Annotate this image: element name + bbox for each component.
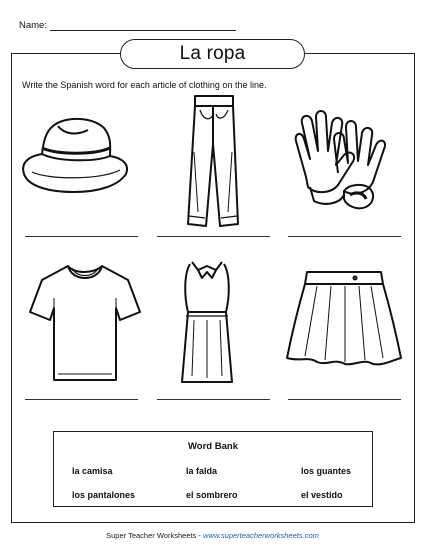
instructions: Write the Spanish word for each article of clothing on the line. xyxy=(22,80,267,90)
hat-icon xyxy=(18,108,133,203)
footer xyxy=(0,531,425,540)
answer-line-4[interactable] xyxy=(25,399,138,400)
name-field[interactable] xyxy=(50,21,236,31)
word-bank-item: el vestido xyxy=(301,490,343,500)
word-bank-item: los guantes xyxy=(301,466,352,476)
answer-line-3[interactable] xyxy=(288,236,401,237)
answer-line-2[interactable] xyxy=(157,236,270,237)
answer-line-1[interactable] xyxy=(25,236,138,237)
pants-icon xyxy=(182,92,244,230)
answer-line-6[interactable] xyxy=(288,399,401,400)
tshirt-icon xyxy=(28,258,143,388)
word-bank-item: la camisa xyxy=(72,466,113,476)
page-title-text: La ropa xyxy=(179,43,246,64)
word-bank xyxy=(53,431,373,507)
name-label: Name: xyxy=(19,20,47,31)
skirt-icon xyxy=(285,268,403,368)
gloves-icon xyxy=(286,103,404,213)
word-bank-item: los pantalones xyxy=(72,490,136,500)
word-bank-item: la falda xyxy=(186,466,218,476)
footer-url[interactable]: www.superteacherworksheets.com xyxy=(202,531,319,540)
name-row xyxy=(19,20,236,31)
word-bank-item: el sombrero xyxy=(186,490,238,500)
answer-line-5[interactable] xyxy=(157,399,270,400)
word-bank-title: Word Bank xyxy=(188,441,238,452)
dress-icon xyxy=(172,256,242,388)
footer-brand: Super Teacher Worksheets - xyxy=(106,531,203,540)
page-title xyxy=(120,39,305,69)
